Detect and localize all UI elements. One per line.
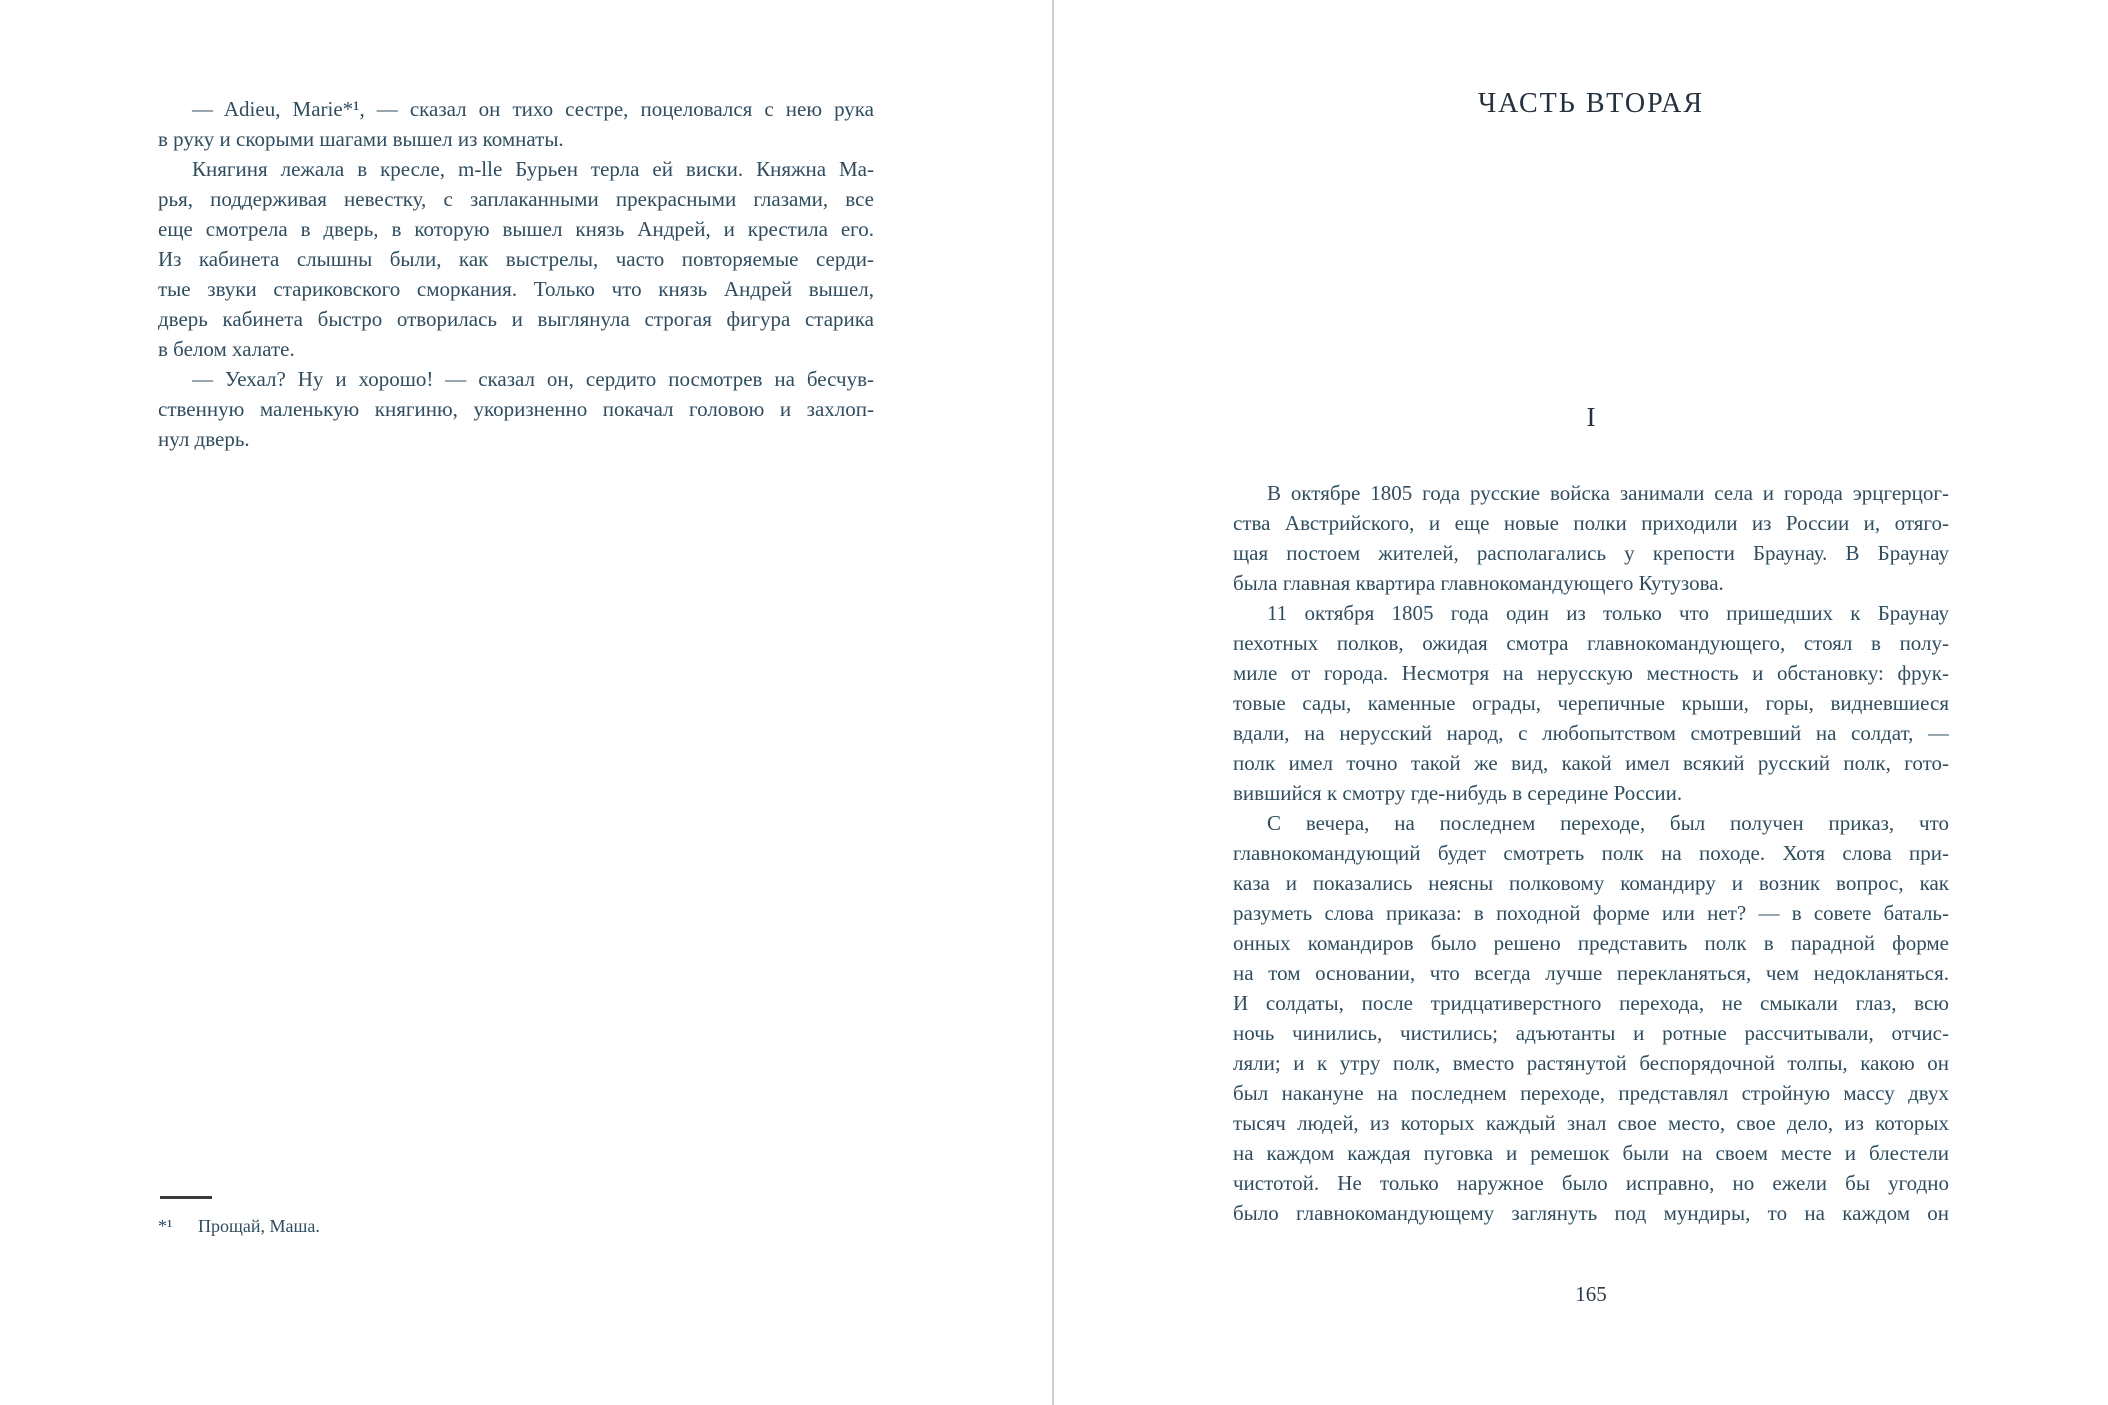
text-line: рья, поддерживая невестку, с заплаканными прекрасными глазами, все bbox=[158, 187, 874, 211]
text-line: в руку и скорыми шагами вышел из комнаты. bbox=[158, 127, 564, 151]
text-line: полк имел точно такой же вид, какой имел всякий русский полк, гото- bbox=[1233, 751, 1949, 775]
text-line: В октябре 1805 года русские войска занимали села и города эрцгерцог- bbox=[1267, 481, 1949, 505]
text-line: онных командиров было решено представить полк в парадной форме bbox=[1233, 931, 1949, 955]
text-line: на каждом каждая пуговка и ремешок были на своем месте и блестели bbox=[1233, 1141, 1949, 1165]
text-line: ственную маленькую княгиню, укоризненно покачал головою и захлоп- bbox=[158, 397, 874, 421]
text-line: нул дверь. bbox=[158, 427, 250, 451]
text-line: на том основании, что всегда лучше перекланяться, чем недокланяться. bbox=[1233, 961, 1949, 985]
text-line: разуметь слова приказа: в походной форме или нет? — в совете баталь- bbox=[1233, 901, 1949, 925]
text-line: — Уехал? Ну и хорошо! — сказал он, сердито посмотрев на бесчув- bbox=[192, 367, 874, 391]
text-line: товые сады, каменные ограды, черепичные крыши, горы, видневшиеся bbox=[1233, 691, 1949, 715]
text-line: Княгиня лежала в кресле, m-lle Бурьен терла ей виски. Княжна Ма- bbox=[192, 157, 874, 181]
text-line: каза и показались неясны полковому командиру и возник вопрос, как bbox=[1233, 871, 1949, 895]
text-line: дверь кабинета быстро отворилась и выглянула строгая фигура старика bbox=[158, 307, 874, 331]
text-line: ночь чинились, чистились; адъютанты и ротные рассчитывали, отчис- bbox=[1233, 1021, 1949, 1045]
text-line: Из кабинета слышны были, как выстрелы, часто повторяемые серди- bbox=[158, 247, 874, 271]
left-page bbox=[0, 0, 1052, 1405]
footnote-line bbox=[158, 1214, 874, 1238]
text-line: пехотных полков, ожидая смотра главнокомандующего, стоял в полу- bbox=[1233, 631, 1949, 655]
text-line: тые звуки стариковского сморкания. Только что князь Андрей вышел, bbox=[158, 277, 874, 301]
right-page bbox=[1054, 0, 2108, 1405]
footnote-text: Прощай, Маша. bbox=[198, 1216, 320, 1236]
text-line: еще смотрела в дверь, в которую вышел князь Андрей, и крестила его. bbox=[158, 217, 874, 241]
left-page-text bbox=[158, 94, 874, 454]
text-line: чистотой. Не только наружное было исправно, но ежели бы угодно bbox=[1233, 1171, 1949, 1195]
chapter-number: I bbox=[1586, 402, 1596, 432]
text-line: в белом халате. bbox=[158, 337, 295, 361]
footnote-marker: *¹ bbox=[158, 1216, 173, 1236]
text-line: 11 октября 1805 года один из только что пришедших к Браунау bbox=[1267, 601, 1949, 625]
text-line: — Adieu, Marie*¹, — сказал он тихо сестре, поцеловался с нею рука bbox=[192, 97, 874, 121]
text-line: С вечера, на последнем переходе, был получен приказ, что bbox=[1267, 811, 1949, 835]
text-line: ляли; и к утру полк, вместо растянутой беспорядочной толпы, какою он bbox=[1233, 1051, 1949, 1075]
text-line: щая постоем жителей, располагались у крепости Браунау. В Браунау bbox=[1233, 541, 1949, 565]
text-line: вдали, на нерусский народ, с любопытством смотревший на солдат, — bbox=[1233, 721, 1949, 745]
text-line: миле от города. Несмотря на нерусскую местность и обстановку: фрук- bbox=[1233, 661, 1949, 685]
part-title: ЧАСТЬ ВТОРАЯ bbox=[1477, 88, 1705, 119]
text-line: вившийся к смотру где-нибудь в середине России. bbox=[1233, 781, 1683, 805]
right-page-text bbox=[1233, 478, 1949, 1228]
text-line: была главная квартира главнокомандующего Кутузова. bbox=[1233, 571, 1724, 595]
text-line: тысяч людей, из которых каждый знал свое место, свое дело, из которых bbox=[1233, 1111, 1949, 1135]
text-line: И солдаты, после тридцативерстного перехода, не смыкали глаз, всю bbox=[1233, 991, 1949, 1015]
text-line: было главнокомандующему заглянуть под мундиры, то на каждом он bbox=[1233, 1201, 1949, 1225]
text-line: ства Австрийского, и еще новые полки приходили из России и, отяго- bbox=[1233, 511, 1949, 535]
text-line: главнокомандующий будет смотреть полк на походе. Хотя слова при- bbox=[1233, 841, 1949, 865]
footnote bbox=[158, 1196, 874, 1238]
footnote-divider-rule bbox=[160, 1196, 212, 1199]
text-line: был накануне на последнем переходе, представлял стройную массу двух bbox=[1233, 1081, 1949, 1105]
page-number: 165 bbox=[1575, 1282, 1607, 1306]
